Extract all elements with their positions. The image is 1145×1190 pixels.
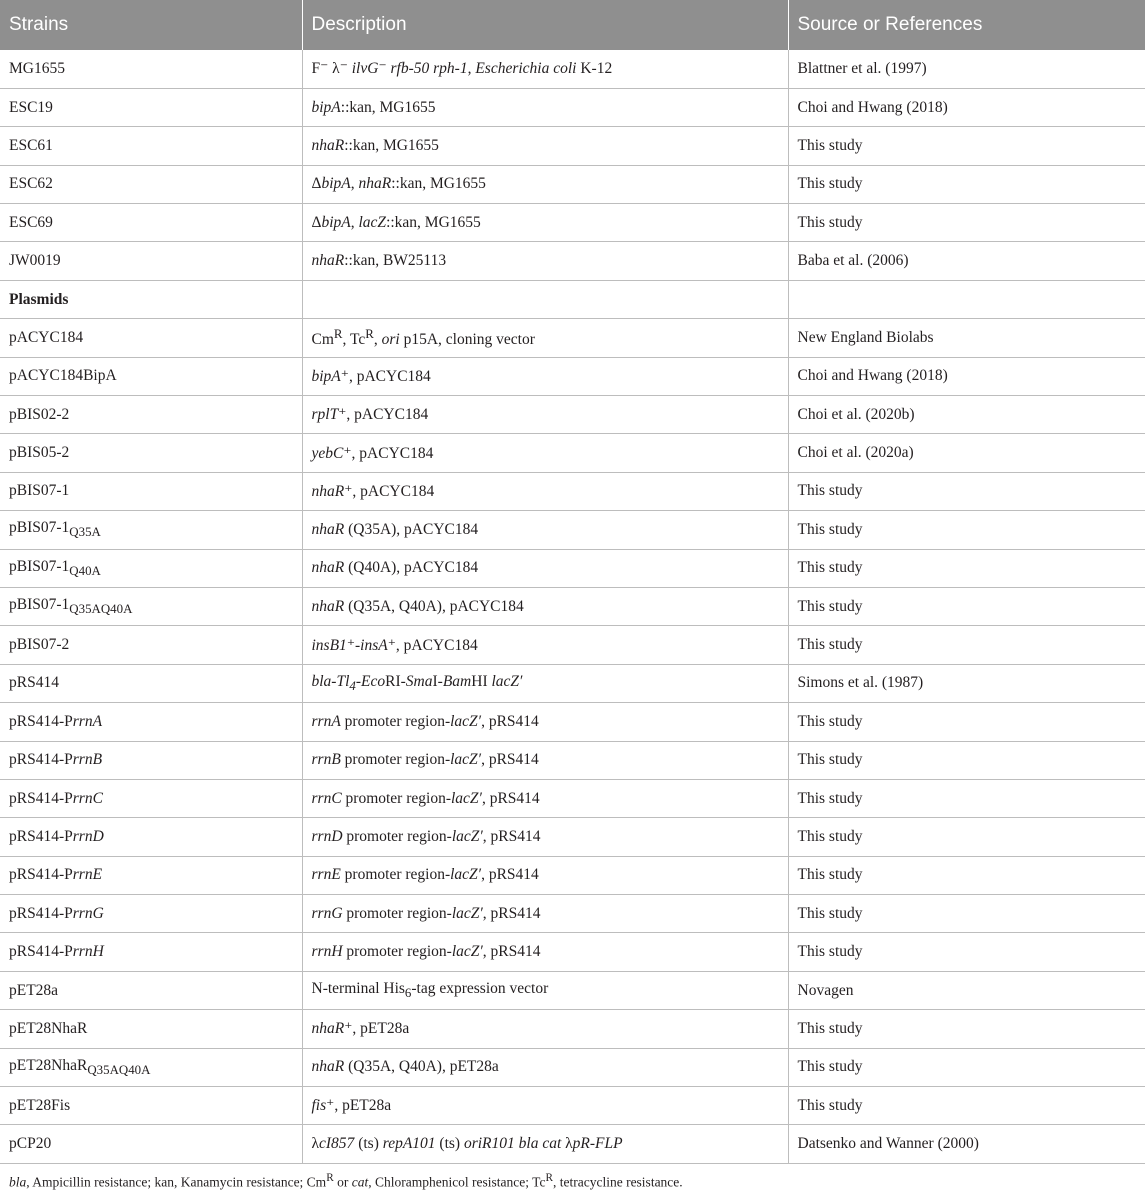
cell-name: ESC61	[0, 127, 302, 165]
table-row	[0, 50, 1145, 88]
table-row	[0, 472, 1145, 510]
cell-name: pCP20	[0, 1125, 302, 1163]
cell-source: This study	[788, 895, 1145, 933]
cell-description: nhaR⁺, pET28a	[302, 1010, 788, 1048]
cell-description: rrnH promoter region-lacZ′, pRS414	[302, 933, 788, 971]
cell-description: N-terminal His$_6$-tag expression vector	[302, 971, 788, 1009]
cell-description: nhaR (Q35A, Q40A), pACYC184	[302, 587, 788, 625]
header-description: Description	[302, 0, 788, 50]
cell-name: ESC62	[0, 165, 302, 203]
cell-description: bipA⁺, pACYC184	[302, 357, 788, 395]
cell-description: rrnG promoter region-lacZ′, pRS414	[302, 895, 788, 933]
cell-description: bla-$Tl_4-EcoRI-SmaI$-BamHI lacZ′	[302, 664, 788, 702]
cell-source: This study	[788, 856, 1145, 894]
cell-description: rrnD promoter region-lacZ′, pRS414	[302, 818, 788, 856]
cell-name: $pBIS07-1_{Q35AQ40A}$	[0, 587, 302, 625]
cell-name: pET28Fis	[0, 1087, 302, 1125]
cell-source: Simons et al. (1987)	[788, 664, 1145, 702]
cell-description: rrnA promoter region-lacZ′, pRS414	[302, 703, 788, 741]
table-row	[0, 933, 1145, 971]
cell-source: This study	[788, 779, 1145, 817]
cell-name: MG1655	[0, 50, 302, 88]
cell-name: Plasmids	[0, 280, 302, 318]
cell-description: nhaR⁺, pACYC184	[302, 472, 788, 510]
cell-description: nhaR::kan, BW25113	[302, 242, 788, 280]
cell-source: Choi et al. (2020a)	[788, 434, 1145, 472]
cell-name: pRS414-PrrnD	[0, 818, 302, 856]
cell-description: $Cm^R$, $Tc^R$, ori p15A, cloning vector	[302, 319, 788, 357]
cell-name: pRS414	[0, 664, 302, 702]
cell-description: yebC⁺, pACYC184	[302, 434, 788, 472]
cell-source: Blattner et al. (1997)	[788, 50, 1145, 88]
cell-source: This study	[788, 511, 1145, 549]
cell-name: pRS414-PrrnE	[0, 856, 302, 894]
table-row	[0, 1048, 1145, 1086]
table-row	[0, 818, 1145, 856]
cell-description: nhaR (Q35A, Q40A), pET28a	[302, 1048, 788, 1086]
cell-name: pRS414-PrrnG	[0, 895, 302, 933]
cell-name: pET28a	[0, 971, 302, 1009]
cell-name: pET28NhaR	[0, 1010, 302, 1048]
cell-source: New England Biolabs	[788, 319, 1145, 357]
table-row	[0, 1125, 1145, 1163]
table-row	[0, 204, 1145, 242]
cell-name: pBIS05-2	[0, 434, 302, 472]
table-row	[0, 1010, 1145, 1048]
table-row	[0, 626, 1145, 664]
cell-source: This study	[788, 549, 1145, 587]
table-row	[0, 549, 1145, 587]
cell-source: This study	[788, 587, 1145, 625]
cell-description	[302, 280, 788, 318]
cell-source: This study	[788, 741, 1145, 779]
cell-source: This study	[788, 703, 1145, 741]
table-row	[0, 319, 1145, 357]
cell-source: This study	[788, 472, 1145, 510]
section-row	[0, 280, 1145, 318]
cell-name: $pBIS07-1_{Q35A}$	[0, 511, 302, 549]
table-row	[0, 779, 1145, 817]
cell-description: rrnC promoter region-lacZ′, pRS414	[302, 779, 788, 817]
cell-name: pRS414-PrrnH	[0, 933, 302, 971]
cell-source: This study	[788, 165, 1145, 203]
cell-description: rrnE promoter region-lacZ′, pRS414	[302, 856, 788, 894]
cell-source: This study	[788, 1048, 1145, 1086]
cell-name: ESC19	[0, 88, 302, 126]
table-row	[0, 357, 1145, 395]
table-row	[0, 587, 1145, 625]
table-row	[0, 88, 1145, 126]
table-footnote: bla, Ampicillin resistance; kan, Kanamycin resistance; $Cm^R$ or cat, Chloramphenicol resistance; $Tc^R$, tetracycline resistance.	[9, 1171, 683, 1190]
cell-name: pRS414-PrrnA	[0, 703, 302, 741]
cell-name: pRS414-PrrnB	[0, 741, 302, 779]
cell-name: ESC69	[0, 204, 302, 242]
cell-source: Datsenko and Wanner (2000)	[788, 1125, 1145, 1163]
cell-description: ΔbipA, lacZ::kan, MG1655	[302, 204, 788, 242]
header-strains: Strains	[0, 0, 302, 50]
cell-name: pBIS07-2	[0, 626, 302, 664]
table-row	[0, 971, 1145, 1009]
cell-name: pACYC184BipA	[0, 357, 302, 395]
cell-description: rplT⁺, pACYC184	[302, 396, 788, 434]
cell-source: This study	[788, 626, 1145, 664]
table-row	[0, 127, 1145, 165]
cell-source: Choi and Hwang (2018)	[788, 88, 1145, 126]
cell-source: Novagen	[788, 971, 1145, 1009]
cell-source	[788, 280, 1145, 318]
cell-name: pET28NhaR$_{Q35AQ40A}$	[0, 1048, 302, 1086]
cell-description: bipA::kan, MG1655	[302, 88, 788, 126]
cell-description: rrnB promoter region-lacZ′, pRS414	[302, 741, 788, 779]
cell-description: nhaR (Q40A), pACYC184	[302, 549, 788, 587]
table-body	[0, 50, 1145, 1163]
table-row	[0, 664, 1145, 702]
cell-description: ΔbipA, nhaR::kan, MG1655	[302, 165, 788, 203]
cell-source: This study	[788, 1010, 1145, 1048]
header-row	[0, 0, 1145, 50]
cell-name: pACYC184	[0, 319, 302, 357]
table-row	[0, 1087, 1145, 1125]
table-row	[0, 396, 1145, 434]
table-row	[0, 895, 1145, 933]
cell-source: Choi and Hwang (2018)	[788, 357, 1145, 395]
cell-name: pRS414-PrrnC	[0, 779, 302, 817]
cell-source: This study	[788, 204, 1145, 242]
cell-description: insB1⁺-insA⁺, pACYC184	[302, 626, 788, 664]
cell-source: This study	[788, 1087, 1145, 1125]
cell-source: Choi et al. (2020b)	[788, 396, 1145, 434]
cell-description: nhaR::kan, MG1655	[302, 127, 788, 165]
cell-source: Baba et al. (2006)	[788, 242, 1145, 280]
cell-source: This study	[788, 127, 1145, 165]
table-row	[0, 165, 1145, 203]
cell-description: λcI857 (ts) repA101 (ts) oriR101 bla cat λpR-FLP	[302, 1125, 788, 1163]
table-row	[0, 856, 1145, 894]
cell-description: fis⁺, pET28a	[302, 1087, 788, 1125]
cell-description: F⁻ λ⁻ ilvG⁻ rfb-50 rph-1, Escherichia coli K-12	[302, 50, 788, 88]
cell-source: This study	[788, 818, 1145, 856]
cell-name: $pBIS07-1_{Q40A}$	[0, 549, 302, 587]
header-source: Source or References	[788, 0, 1145, 50]
table-row	[0, 242, 1145, 280]
cell-name: JW0019	[0, 242, 302, 280]
cell-source: This study	[788, 933, 1145, 971]
table-row	[0, 703, 1145, 741]
table-row	[0, 434, 1145, 472]
cell-description: nhaR (Q35A), pACYC184	[302, 511, 788, 549]
cell-name: pBIS02-2	[0, 396, 302, 434]
table-row	[0, 741, 1145, 779]
table-row	[0, 511, 1145, 549]
cell-name: pBIS07-1	[0, 472, 302, 510]
